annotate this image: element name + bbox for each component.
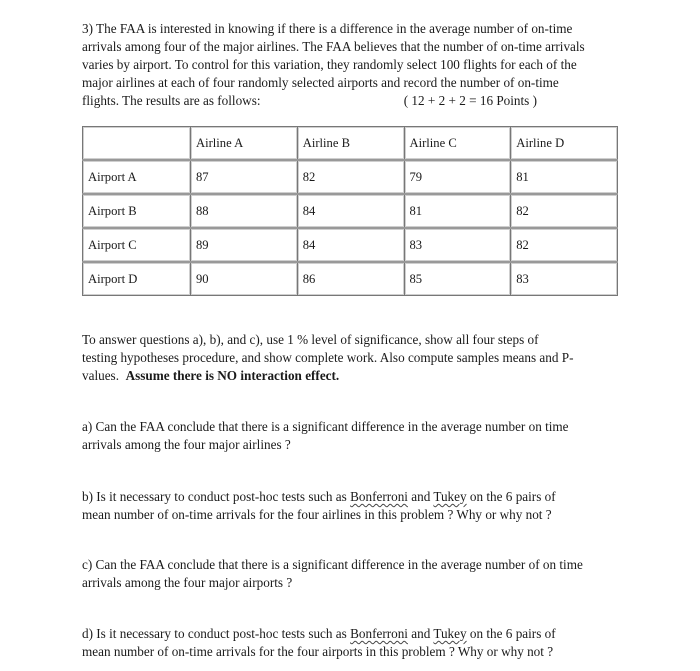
table-cell: 82: [297, 160, 404, 194]
instructions-paragraph: [82, 331, 617, 385]
tukey-word: Tukey: [433, 626, 467, 641]
tukey-word: Tukey: [433, 489, 467, 504]
table-row: [83, 194, 618, 228]
instructions-line-3-start: values.: [82, 368, 119, 383]
table-cell: 81: [511, 160, 618, 194]
instructions-line-2: testing hypotheses procedure, and show complete work. Also compute samples means and P-: [82, 350, 574, 365]
question-c-line-2: arrivals among the four major airports ?: [82, 575, 293, 590]
bonferroni-word: Bonferroni: [350, 626, 408, 641]
question-b-line-1: [82, 488, 617, 506]
intro-line-3: varies by airport. To control for this variation, they randomly select 100 flights for each of the: [82, 57, 577, 72]
header-cell-airline-d: Airline D: [511, 127, 618, 161]
intro-line-5-text: flights. The results are as follows:: [82, 93, 261, 108]
no-interaction-note: Assume there is NO interaction effect.: [125, 368, 340, 383]
table-cell: 79: [404, 160, 511, 194]
question-a: [82, 418, 617, 454]
results-table: [82, 126, 618, 296]
header-cell-airline-a: Airline A: [191, 127, 298, 161]
question-d-post: on the 6 pairs of: [466, 626, 556, 641]
intro-line-4: major airlines at each of four randomly selected airports and record the number of on-time: [82, 75, 559, 90]
table-header-row: [83, 127, 618, 161]
table-cell: 86: [297, 262, 404, 296]
header-cell-airline-c: Airline C: [404, 127, 511, 161]
table-cell: 88: [191, 194, 298, 228]
problem-intro: [82, 20, 617, 110]
question-b-post: on the 6 pairs of: [466, 489, 556, 504]
instructions-line-3: [82, 367, 617, 385]
row-label: Airport A: [83, 160, 191, 194]
row-label: Airport D: [83, 262, 191, 296]
question-b: [82, 488, 617, 524]
table-cell: 87: [191, 160, 298, 194]
question-c: [82, 556, 617, 592]
table-cell: 85: [404, 262, 511, 296]
header-cell-airline-b: Airline B: [297, 127, 404, 161]
table-cell: 83: [511, 262, 618, 296]
intro-line-5: [82, 92, 617, 110]
question-b-and: and: [407, 489, 434, 504]
table-row: [83, 262, 618, 296]
question-c-line-1: c) Can the FAA conclude that there is a significant difference in the average number of on time: [82, 557, 583, 572]
table-cell: 82: [511, 228, 618, 262]
table-row: [83, 160, 618, 194]
question-b-line-2: mean number of on-time arrivals for the four airlines in this problem ? Why or why not ?: [82, 507, 552, 522]
table-cell: 82: [511, 194, 618, 228]
bonferroni-word: Bonferroni: [350, 489, 408, 504]
question-d-line-2: mean number of on-time arrivals for the four airports in this problem ? Why or why not ?: [82, 644, 554, 659]
table-cell: 81: [404, 194, 511, 228]
question-d-pre: d) Is it necessary to conduct post-hoc tests such as: [82, 626, 351, 641]
points-label: ( 12 + 2 + 2 = 16 Points ): [403, 93, 537, 108]
table-cell: 84: [297, 194, 404, 228]
question-b-pre: b) Is it necessary to conduct post-hoc tests such as: [82, 489, 351, 504]
intro-line-1: 3) The FAA is interested in knowing if there is a difference in the average number of on-time: [82, 21, 573, 36]
table-row: [83, 228, 618, 262]
question-d-and: and: [407, 626, 434, 641]
table-cell: 90: [191, 262, 298, 296]
instructions-line-1: To answer questions a), b), and c), use 1 % level of significance, show all four steps of: [82, 332, 539, 347]
table-cell: 84: [297, 228, 404, 262]
question-a-line-2: arrivals among the four major airlines ?: [82, 437, 291, 452]
intro-line-2: arrivals among four of the major airlines. The FAA believes that the number of on-time arrivals: [82, 39, 585, 54]
question-d-line-1: [82, 625, 617, 643]
header-cell-empty: [83, 127, 191, 161]
table-cell: 83: [404, 228, 511, 262]
row-label: Airport C: [83, 228, 191, 262]
row-label: Airport B: [83, 194, 191, 228]
question-a-line-1: a) Can the FAA conclude that there is a significant difference in the average number on time: [82, 419, 569, 434]
question-d: [82, 625, 617, 661]
table-cell: 89: [191, 228, 298, 262]
